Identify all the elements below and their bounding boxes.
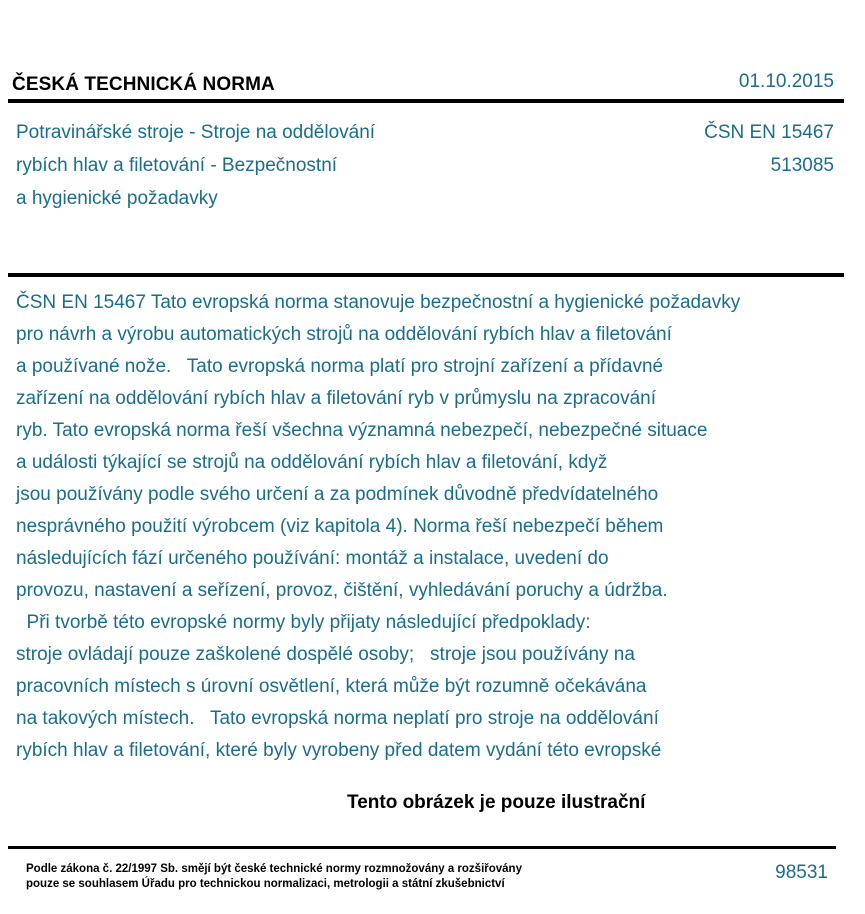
abstract-line: provozu, nastavení a seřízení, provoz, čištění, vyhledávání poruchy a údržba. [16, 580, 668, 601]
abstract-line: stroje ovládají pouze zaškolené dospělé osoby; stroje jsou používány na [16, 644, 635, 665]
abstract-line: ryb. Tato evropská norma řeší všechna významná nebezpečí, nebezpečné situace [16, 420, 708, 441]
section-divider [8, 273, 844, 277]
legal-notice [26, 862, 522, 892]
publication-date: 01.10.2015 [738, 71, 834, 92]
abstract-line: zařízení na oddělování rybích hlav a filetování ryb v průmyslu na zpracování [16, 388, 657, 409]
standard-title [16, 116, 446, 215]
standard-identifiers [704, 116, 834, 182]
document-type-title: ČESKÁ TECHNICKÁ NORMA [12, 74, 275, 95]
abstract-line: jsou používány podle svého určení a za podmínek důvodně předvídatelného [16, 484, 659, 505]
abstract-line: nesprávného použití výrobcem (viz kapitola 4). Norma řeší nebezpečí během [16, 516, 664, 537]
standard-title-line: rybích hlav a filetování - Bezpečnostní [16, 155, 338, 176]
abstract-line: ČSN EN 15467 Tato evropská norma stanovuje bezpečnostní a hygienické požadavky [16, 292, 741, 313]
illustration-disclaimer: Tento obrázek je pouze ilustrační [347, 792, 646, 813]
standard-title-line: a hygienické požadavky [16, 188, 218, 209]
abstract-line: následujících fází určeného používání: montáž a instalace, uvedení do [16, 548, 609, 569]
classification-number: 513085 [770, 155, 834, 176]
header-divider [8, 99, 844, 103]
abstract-text [16, 287, 846, 767]
standard-code: ČSN EN 15467 [704, 122, 834, 143]
abstract-line: a používané nože. Tato evropská norma platí pro strojní zařízení a přídavné [16, 356, 664, 377]
legal-notice-line: pouze se souhlasem Úřadu pro technickou normalizaci, metrologii a státní zkušebnictví [26, 878, 505, 890]
footer-divider [8, 846, 836, 849]
catalog-number: 98531 [775, 862, 828, 883]
abstract-line: na takových místech. Tato evropská norma neplatí pro stroje na oddělování [16, 708, 659, 729]
abstract-line: pro návrh a výrobu automatických strojů na oddělování rybích hlav a filetování [16, 324, 672, 345]
abstract-line: a události týkající se strojů na oddělování rybích hlav a filetování, když [16, 452, 608, 473]
abstract-line: pracovních místech s úrovní osvětlení, která může být rozumně očekávána [16, 676, 647, 697]
abstract-line: Při tvorbě této evropské normy byly přijaty následující předpoklady: [16, 612, 591, 633]
standard-title-line: Potravinářské stroje - Stroje na oddělování [16, 122, 376, 143]
abstract-line: rybích hlav a filetování, které byly vyrobeny před datem vydání této evropské [16, 740, 662, 761]
legal-notice-line: Podle zákona č. 22/1997 Sb. smějí být české technické normy rozmnožovány a rozšiřovány [26, 863, 522, 875]
